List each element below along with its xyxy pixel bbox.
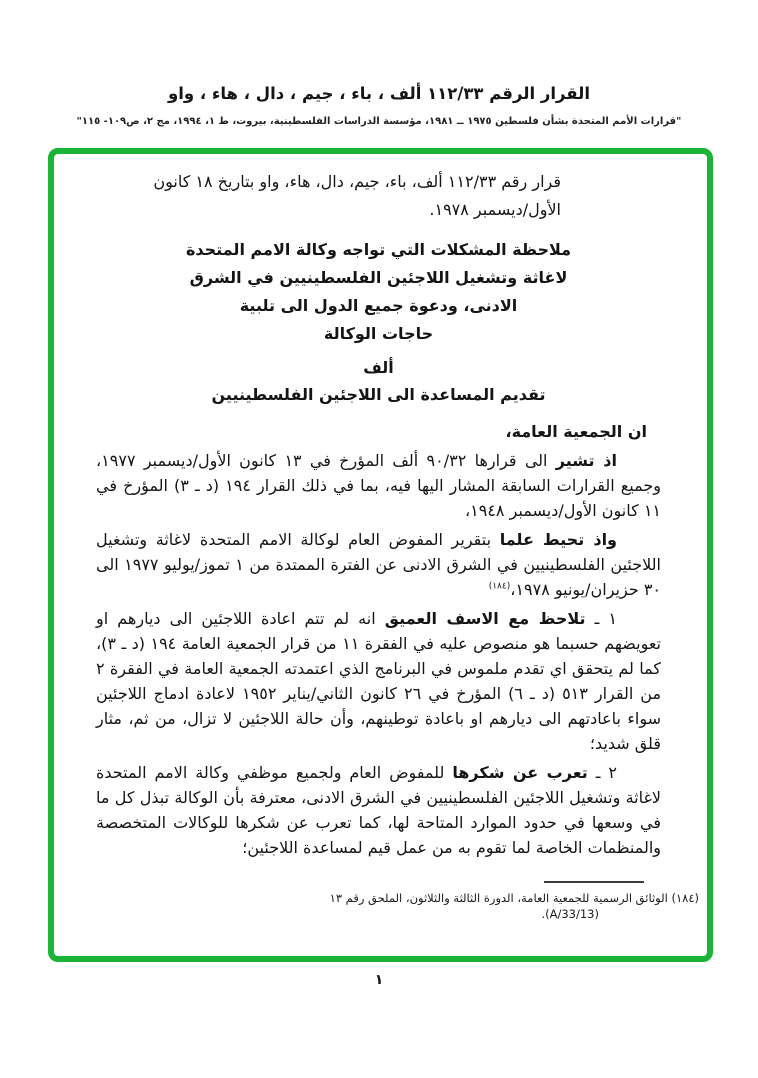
paragraph-lead: تعرب عن شكرها — [452, 763, 588, 782]
section-title: تقديم المساعدة الى اللاجئين الفلسطينيين — [211, 385, 546, 404]
preamble-paragraph — [96, 448, 661, 523]
subject-line: الادنى، ودعوة جميع الدول الى تلبية — [239, 296, 518, 315]
preamble-paragraph — [96, 527, 661, 602]
resolution-subject-heading — [96, 236, 661, 348]
footnote — [94, 881, 699, 922]
paragraph-text: بتقرير المفوض العام لوكالة الامم المتحدة لاغاثة وتشغيل اللاجئين الفلسطينيين في الشرق الادنى عن الفترة الممتدة من ١ تموز/يوليو ١٩٧٧ الى ٣٠ حزيران/يونيو ١٩٧٨، — [96, 530, 661, 599]
paragraph-number: ١ ـ — [585, 609, 617, 628]
operative-paragraph — [96, 760, 661, 860]
preamble-intro: ان الجمعية العامة، — [505, 422, 647, 441]
paragraph-lead: تلاحظ مع الاسف العميق — [384, 609, 586, 628]
paragraph-text: انه لم تتم اعادة اللاجئين الى ديارهم او تعويضهم حسبما هو منصوص عليه في الفقرة ١١ من قرار الجمعية العامة ١٩٤ (د ـ ٣)، كما لم يتحقق اي تقدم ملموس في البرنامج الذي اعتمدته الجمعية العامة في الفقرة ٢ من القرار ٥١٣ (د ـ ٦) المؤرخ في ٢٦ كانون الثاني/يناير ١٩٥٢ لاعادة ادماج اللاجئين سواء باعادتهم الى ديارهم او باعادة توطينهم، وأن حالة اللاجئين لا تزال، من ثم، مثار قلق شديد؛ — [96, 609, 662, 753]
paragraph-lead: واذ تحيط علما — [499, 530, 617, 549]
footnote-reference: (١٨٤) — [488, 581, 511, 592]
document-source-citation: "قرارات الأمم المتحدة بشأن فلسطين ١٩٧٥ ــ ١٩٨١، مؤسسة الدراسات الفلسطينية، بيروت، ط ١، ١٩٩٤، مج ٢، ص١٠٩- ١١٥" — [76, 116, 682, 127]
operative-paragraph — [96, 606, 661, 756]
footnote-text: (١٨٤) الوثائق الرسمية للجمعية العامة، الدورة الثالثة والثلاثون، الملحق رقم ١٣ — [329, 891, 699, 905]
footnote-document-symbol: (A/33/13). — [541, 907, 599, 921]
section-letter: ألف — [363, 358, 394, 377]
footnote-rule — [544, 881, 644, 883]
page-number: ١ — [374, 972, 384, 988]
subject-line: ملاحظة المشكلات التي تواجه وكالة الامم المتحدة — [185, 240, 572, 259]
paragraph-number: ٢ ـ — [587, 763, 618, 782]
paragraph-text: للمفوض العام ولجميع موظفي وكالة الامم المتحدة لاغاثة وتشغيل اللاجئين الفلسطينيين في الشرق الادنى، معترفة بأن الوكالة تبذل كل ما في وسعها في حدود الموارد المتاحة لها، كما تعرب عن شكرها للوكالات المتخصصة والمنظمات الخاصة لما تقوم به من عمل قيم لمساعدة اللاجئين؛ — [96, 763, 661, 857]
resolution-opening-line: قرار رقم ١١٢/٣٣ ألف، باء، جيم، دال، هاء، واو بتاريخ ١٨ كانون الأول/ديسمبر ١٩٧٨. — [153, 172, 561, 219]
content-frame — [48, 148, 713, 962]
subject-line: حاجات الوكالة — [323, 324, 434, 343]
subject-line: لاغاثة وتشغيل اللاجئين الفلسطينيين في الشرق — [189, 268, 568, 287]
paragraph-text: الى قرارها ٩٠/٣٢ ألف المؤرخ في ١٣ كانون الأول/ديسمبر ١٩٧٧، وجميع القرارات السابقة المشار اليها فيه، بما في ذلك القرار ١٩٤ (د ـ ٣) المؤرخ في ١١ كانون الأول/ديسمبر ١٩٤٨، — [96, 451, 661, 520]
paragraph-lead: اذ تشير — [555, 451, 618, 470]
document-header-title: القرار الرقم ١١٢/٣٣ ألف ، باء ، جيم ، دال ، هاء ، واو — [168, 84, 590, 103]
